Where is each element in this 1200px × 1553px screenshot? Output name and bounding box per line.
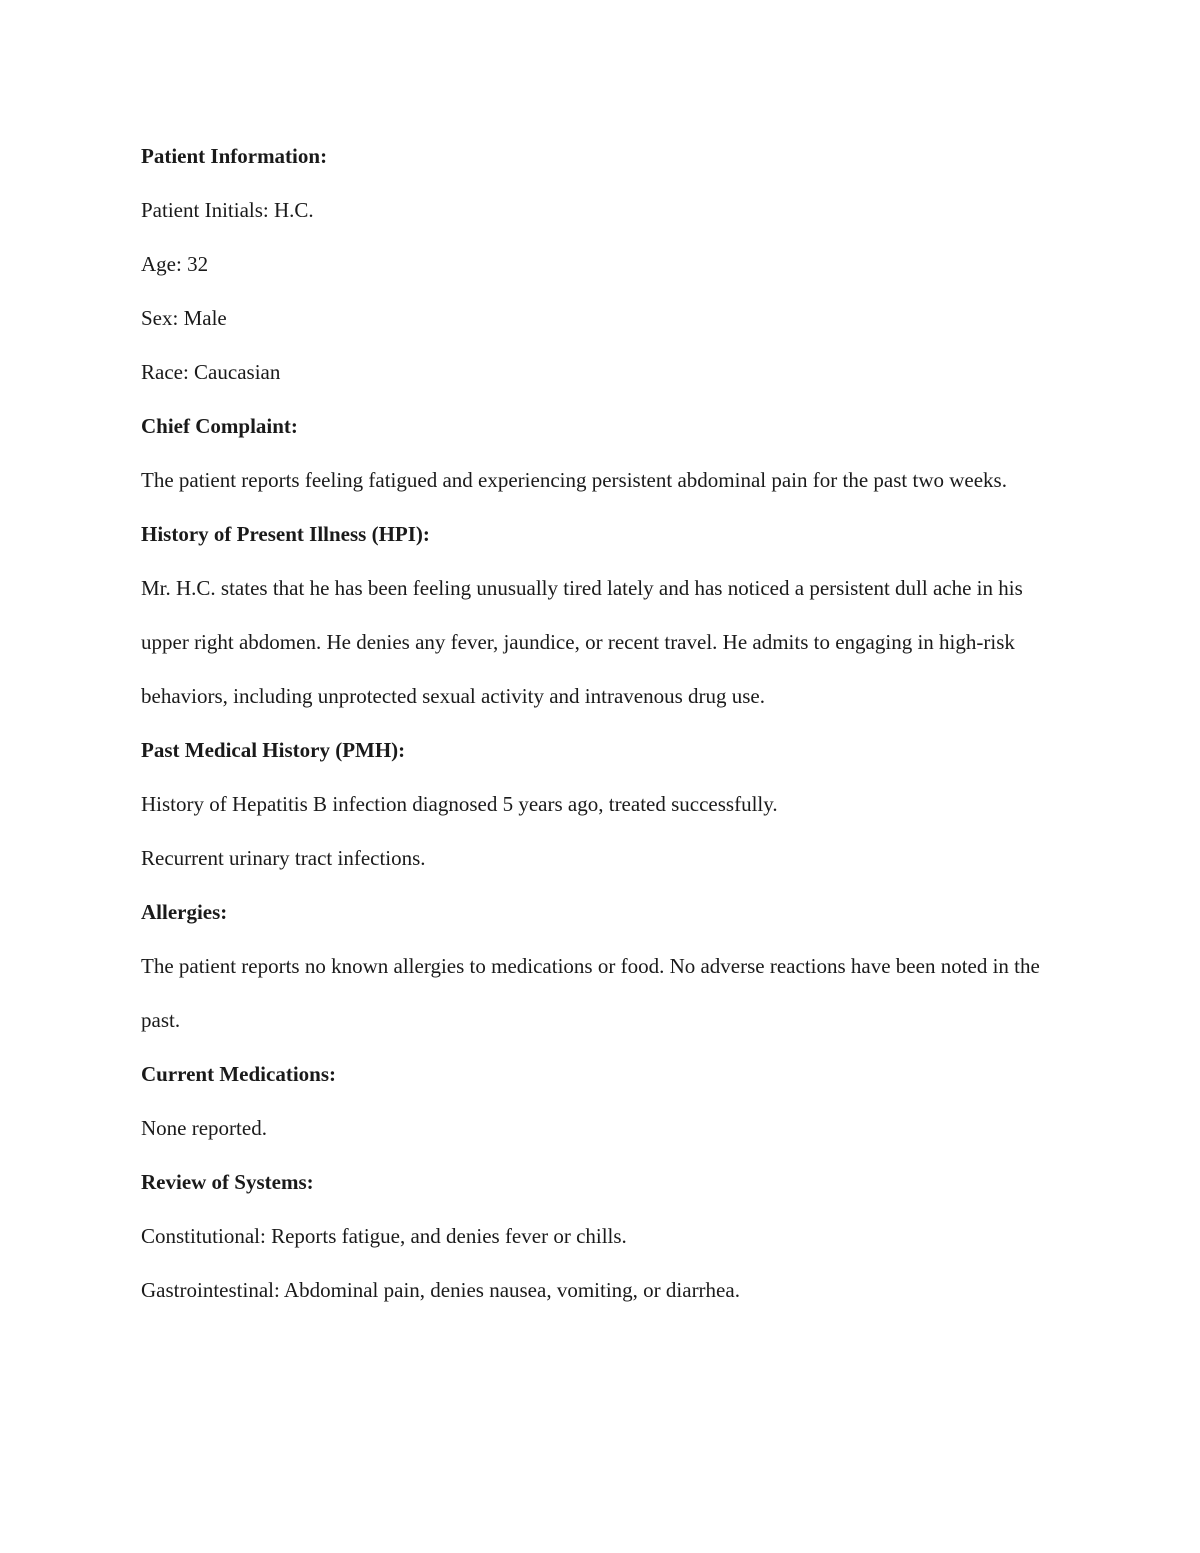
medications-text: None reported.: [141, 1116, 267, 1140]
pmh-item: Recurrent urinary tract infections.: [141, 846, 426, 870]
medications-heading: Current Medications:: [141, 1062, 336, 1086]
hpi-heading: History of Present Illness (HPI):: [141, 522, 430, 546]
ros-item: Constitutional: Reports fatigue, and denies fever or chills.: [141, 1224, 627, 1248]
hpi-text: Mr. H.C. states that he has been feeling unusually tired lately and has noticed a persistent dull ache in his upper right abdomen. He denies any fever, jaundice, or recent travel. He admits to engaging in high-risk behaviors, including unprotected sexual activity and intravenous drug use.: [141, 576, 1023, 708]
pmh-heading: Past Medical History (PMH):: [141, 738, 406, 762]
chief-complaint-heading: Chief Complaint:: [141, 414, 298, 438]
chief-complaint-text: The patient reports feeling fatigued and experiencing persistent abdominal pain for the past two weeks.: [141, 468, 1007, 492]
ros-heading: Review of Systems:: [141, 1170, 314, 1194]
patient-age: Age: 32: [141, 252, 209, 276]
patient-initials: Patient Initials: H.C.: [141, 198, 314, 222]
ros-item: Gastrointestinal: Abdominal pain, denies nausea, vomiting, or diarrhea.: [141, 1278, 740, 1302]
allergies-heading: Allergies:: [141, 900, 228, 924]
patient-sex: Sex: Male: [141, 306, 227, 330]
pmh-item: History of Hepatitis B infection diagnosed 5 years ago, treated successfully.: [141, 792, 778, 816]
patient-info-heading: Patient Information:: [141, 144, 328, 168]
allergies-text: The patient reports no known allergies to medications or food. No adverse reactions have been noted in the past.: [141, 954, 1040, 1032]
patient-race: Race: Caucasian: [141, 360, 281, 384]
document-body: [141, 129, 1061, 1317]
